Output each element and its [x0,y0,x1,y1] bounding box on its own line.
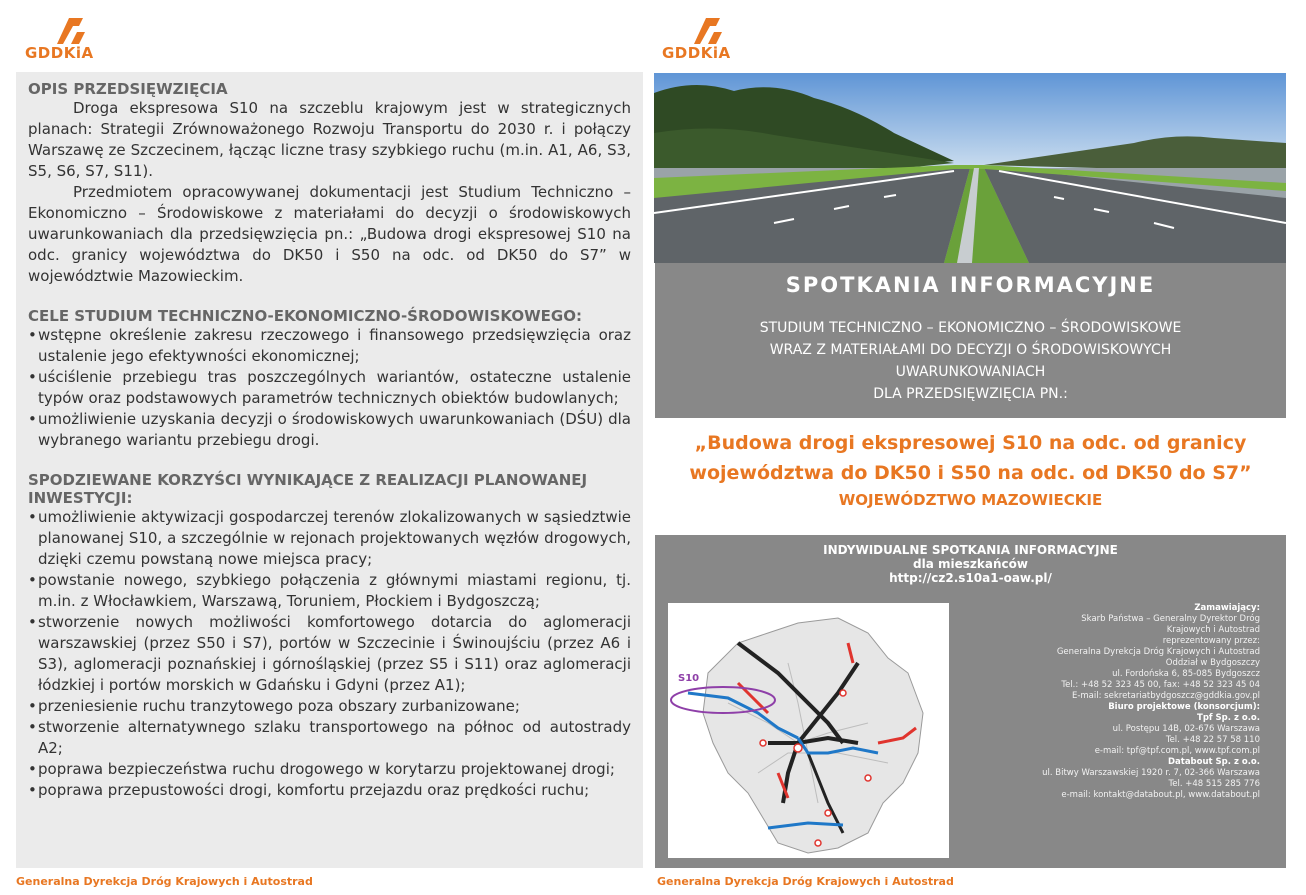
credit-line: Skarb Państwa – Generalny Dyrektor Dróg [1081,614,1260,624]
korzysci-heading: SPODZIEWANE KORZYŚCI WYNIKAJĄCE Z REALIZACJI PLANOWANEJ INWESTYCJI: [28,471,588,507]
opis-paragraph-1: Droga ekspresowa S10 na szczeblu krajowym jest w strategicznych planach: Strategii Zrównoważonego Rozwoju Transportu do 2030 r. i połączy Warszawę ze Szczecinem, łącząc liczne trasy szybkiego ruchu (m.in. A1, A6, S3, S5, S6, S7, S11). [28,99,631,180]
opis-paragraph-2: Przedmiotem opracowywanej dokumentacji jest Studium Techniczno – Ekonomiczno – Środowiskowe z materiałami do decyzji o środowiskowych uwarunkowaniach dla przedsięwzięcia pn.: „Budowa drogi ekspresowej S10 na odc. granicy województwa do DK50 i S50 na odc. od DK50 do S7” w województwie Mazowieckim. [28,183,631,285]
list-item: • poprawa przepustowości drogi, komfortu przejazdu oraz prędkości ruchu; [28,780,631,801]
credit-line: Biuro projektowe (konsorcjum): [1108,702,1260,712]
credit-line: Databout Sp. z o.o. [1167,757,1260,767]
road-photo [654,73,1286,263]
info-line: UWARUNKOWANIACH [895,364,1046,380]
credit-line: ul. Postępu 14B, 02-676 Warszawa [1112,724,1260,734]
meeting-box [655,535,1286,868]
list-item: • stworzenie nowych możliwości komfortowego dotarcia do aglomeracji warszawskiej (przez S50 i S7), portów w Szczecinie i Świnoujściu (przez A6 i S3), aglomeracji poznańskiej i górnośląskiej (przez S5 i S11) oraz aglomeracji łódzkiej i portów morskich w Gdańsku i Gdyni (przez A1); [28,612,631,696]
logo-name: GDDKiA [25,44,94,62]
meeting-header [655,543,1286,585]
info-line: WRAZ Z MATERIAŁAMI DO DECYZJI O ŚRODOWISKOWYCH [769,342,1172,358]
list-item: • przeniesienie ruchu tranzytowego poza obszary zurbanizowane; [28,696,631,717]
cele-list [28,325,631,451]
credit-line: Tpf Sp. z o.o. [1197,713,1260,723]
info-line: DLA PRZEDSIĘWZIĘCIA PN.: [873,386,1068,402]
credit-line: ul. Bitwy Warszawskiej 1920 r. 7, 02-366 Warszawa [1042,768,1260,778]
project-title-line-2: województwa do DK50 i S50 na odc. od DK50 do S7” [689,462,1252,484]
credit-line: Tel. +48 22 57 58 110 [1165,735,1260,745]
footer-right: Generalna Dyrekcja Dróg Krajowych i Autostrad [657,875,954,888]
korzysci-list [28,507,631,801]
list-item: • powstanie nowego, szybkiego połączenia z głównymi miastami regionu, tj. m.in. z Włocławkiem, Warszawą, Toruniem, Płockiem i Bydgoszczą; [28,570,631,612]
credit-line: Oddział w Bydgoszczy [1165,658,1260,668]
gddkia-logo-icon [49,14,89,46]
credit-line: Tel. +48 515 285 776 [1168,779,1260,789]
list-item: • uściślenie przebiegu tras poszczególnych wariantów, ostateczne ustalenie typów oraz podstawowych parametrów technicznych obiektów budowlanych; [28,367,631,409]
credit-line[interactable]: e-mail: tpf@tpf.com.pl, www.tpf.com.pl [1094,746,1260,756]
project-title-line-1: „Budowa drogi ekspresowej S10 na odc. od granicy [694,432,1247,454]
meeting-url-link[interactable]: http://cz2.s10a1-oaw.pl/ [889,571,1052,585]
project-region: WOJEWÓDZTWO MAZOWIECKIE [838,491,1103,509]
list-item: • stworzenie alternatywnego szlaku transportowego na północ od autostrady A2; [28,717,631,759]
list-item: • umożliwienie aktywizacji gospodarczej terenów zlokalizowanych w sąsiedztwie planowanej S10, a szczególnie w rejonach projektowanych węzłów drogowych, dzięki czemu powstaną nowe miejsca pracy; [28,507,631,570]
logo-right [662,14,752,62]
meeting-audience: dla mieszkańców [913,557,1028,571]
credit-line[interactable]: e-mail: kontakt@databout.pl, www.databout.pl [1061,790,1260,800]
credit-line: Zamawiający: [1194,603,1260,613]
credit-line[interactable]: E-mail: sekretariatbydgoszcz@gddkia.gov.pl [1071,691,1260,701]
opis-heading: OPIS PRZEDSIĘWZIĘCIA [28,80,228,98]
info-line: STUDIUM TECHNICZNO – EKONOMICZNO – ŚRODOWISKOWE [759,320,1182,336]
logo-name: GDDKiA [662,44,731,62]
credit-line: Krajowych i Autostrad [1166,625,1260,635]
footer-left: Generalna Dyrekcja Dróg Krajowych i Autostrad [16,875,313,888]
project-title [655,428,1286,510]
credits [1000,603,1260,801]
list-item: • wstępne określenie zakresu rzeczowego i finansowego przedsięwzięcia oraz ustalenie jego efektywności ekonomicznej; [28,325,631,367]
voivodeship-map [668,603,949,858]
info-box [655,263,1286,418]
credit-line: Generalna Dyrekcja Dróg Krajowych i Autostrad [1056,647,1260,657]
cele-heading: CELE STUDIUM TECHNICZNO-EKONOMICZNO-ŚRODOWISKOWEGO: [28,307,582,325]
info-subtitle [655,317,1286,405]
logo-left [25,14,115,62]
gddkia-logo-icon [686,14,726,46]
map-image [668,603,949,858]
map-label: S10 [678,673,700,684]
credit-line: reprezentowany przez: [1162,636,1260,646]
left-panel [16,72,643,868]
meeting-title: INDYWIDUALNE SPOTKANIA INFORMACYJNE [823,543,1118,557]
list-item: • poprawa bezpieczeństwa ruchu drogowego w korytarzu projektowanej drogi; [28,759,631,780]
credit-line: Tel.: +48 52 323 45 00, fax: +48 52 323 45 04 [1061,680,1260,690]
info-title: SPOTKANIA INFORMACYJNE [785,273,1156,297]
list-item: • umożliwienie uzyskania decyzji o środowiskowych uwarunkowaniach (DŚU) dla wybranego wariantu przebiegu drogi. [28,409,631,451]
road-photo-image [654,73,1286,263]
credit-line: ul. Fordońska 6, 85-085 Bydgoszcz [1112,669,1260,679]
